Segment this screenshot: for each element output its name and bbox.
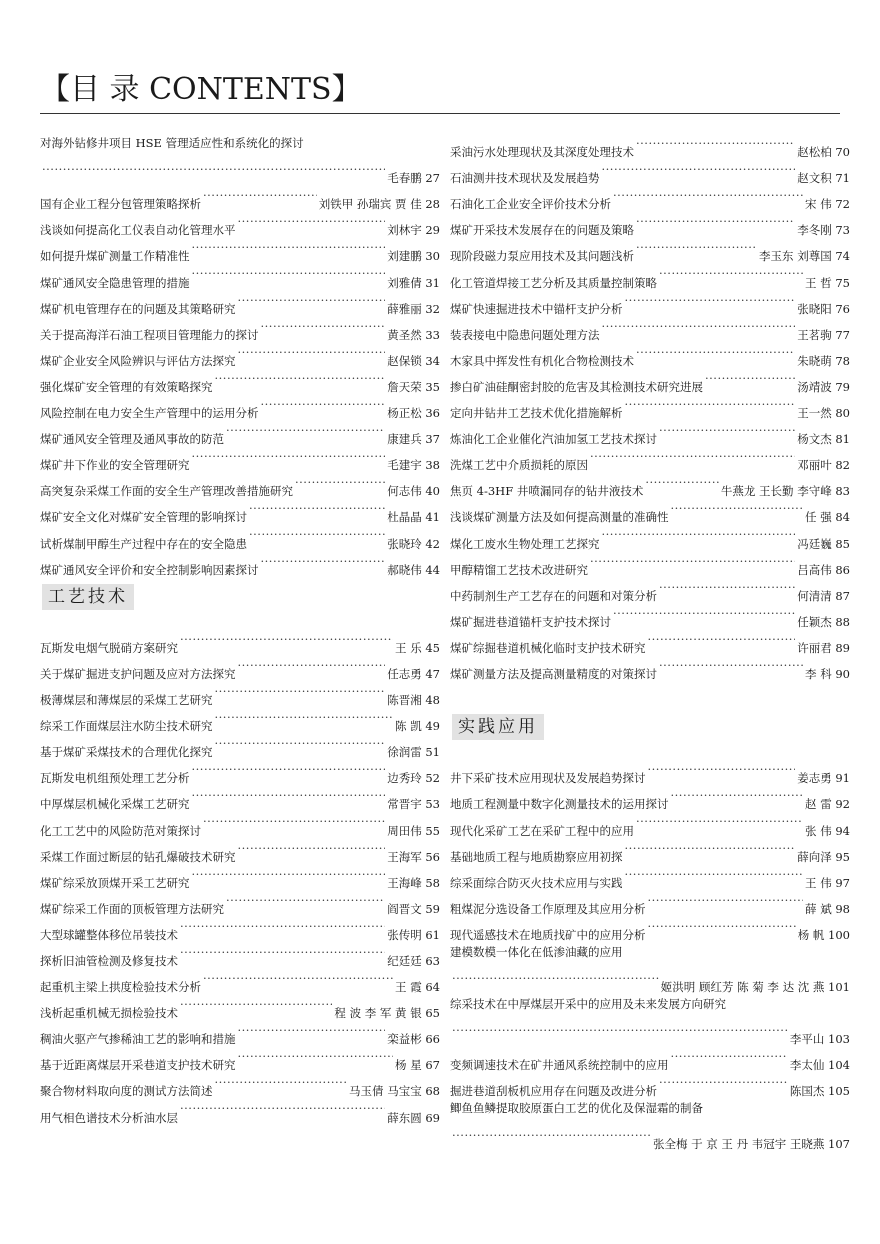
toc-entry-author-page: 何清清 87 [797, 588, 850, 603]
dot-leader [636, 208, 795, 234]
toc-entry-author-page: 任志勇 47 [387, 666, 440, 681]
contents-title: 【目 录 CONTENTS】 [40, 72, 362, 107]
toc-entry-title: 大型球罐整体移位吊装技术 [40, 927, 178, 942]
dot-leader [705, 365, 795, 391]
toc-entry-title: 综采工作面煤层注水防尘技术研究 [40, 719, 213, 734]
left-column [40, 130, 440, 1125]
toc-entry-title: 极薄煤层和薄煤层的采煤工艺研究 [40, 693, 213, 708]
toc-entry-title: 综采面综合防灭火技术应用与实践 [450, 875, 623, 890]
toc-entry-author-page: 姜志勇 91 [797, 771, 850, 786]
toc-entry-title: 用气相色谱技术分析油水层 [40, 1110, 178, 1125]
dot-leader [613, 182, 803, 208]
dot-leader [180, 1095, 385, 1121]
dot-leader [659, 652, 803, 678]
toc-entry-author-page: 王海峰 58 [387, 875, 440, 890]
toc-entry-author-page: 程 波 李 军 黄 银 65 [334, 1006, 440, 1021]
toc-entry-author-page: 陈 凯 49 [395, 719, 440, 734]
toc-entry-title: 现代遥感技术在地质找矿中的应用分析 [450, 927, 646, 942]
toc-entry-title: 炼油化工企业催化汽油加氢工艺技术探讨 [450, 432, 657, 447]
dot-leader [625, 287, 796, 313]
toc-entry-author-page: 王 霞 64 [395, 980, 440, 995]
dot-leader [203, 182, 317, 208]
dot-leader [602, 156, 796, 182]
toc-entry-author-page: 杨正松 36 [387, 406, 440, 421]
toc-entry[interactable] [450, 1095, 850, 1121]
toc-entry-author-page: 常晋宇 53 [387, 797, 440, 812]
toc-entry-author-page: 张晓阳 76 [797, 301, 850, 316]
toc-entry-author-page: 朱晓萌 78 [797, 353, 850, 368]
dot-leader [226, 417, 385, 443]
toc-entry-author-page: 张晓玲 42 [387, 536, 440, 551]
dot-leader [636, 808, 803, 834]
toc-entry-author-page: 李 科 90 [805, 666, 850, 681]
toc-entry-title: 现阶段磁力泵应用技术及其问题浅析 [450, 249, 634, 264]
toc-entry-author-page: 王海军 56 [387, 849, 440, 864]
toc-entry-author-page: 黄圣然 33 [387, 327, 440, 342]
dot-leader [452, 1122, 651, 1148]
toc-entry-title: 关于煤矿掘进支护问题及应对方法探究 [40, 666, 236, 681]
dot-leader [238, 208, 386, 234]
dot-leader [659, 574, 795, 600]
toc-entry-author-page: 马玉倩 马宝宝 68 [349, 1084, 440, 1099]
toc-entry-title: 木家具中挥发性有机化合物检测技术 [450, 353, 634, 368]
dot-leader [180, 626, 393, 652]
dot-leader [659, 1069, 788, 1095]
toc-entry[interactable] [40, 130, 440, 156]
toc-entry-author-page: 张 伟 94 [805, 823, 850, 838]
toc-entry-title: 煤矿快速掘进技术中锚杆支护分析 [450, 301, 623, 316]
toc-entry-title: 掘进巷道刮板机应用存在问题及改进分析 [450, 1084, 657, 1099]
toc-entry-title: 国有企业工程分包管理策略探析 [40, 197, 201, 212]
toc-entry-title: 煤矿井下作业的安全管理研究 [40, 458, 190, 473]
toc-entry-author-page: 赵保锁 34 [387, 353, 440, 368]
toc-entry-title: 化工工艺中的风险防范对策探讨 [40, 823, 201, 838]
toc-entry-title: 稠油火驱产气掺稀油工艺的影响和措施 [40, 1032, 236, 1047]
toc-entry-title: 地质工程测量中数字化测量技术的运用探讨 [450, 797, 669, 812]
toc-entry-author-page: 牛燕龙 王长勤 李守峰 83 [720, 484, 850, 499]
toc-entry-author-page: 阎晋文 59 [387, 901, 440, 916]
toc-entry-author-page: 王 乐 45 [395, 640, 440, 655]
toc-entry-title: 基于煤矿采煤技术的合理优化探究 [40, 745, 213, 760]
toc-entry-author-page: 冯廷巍 85 [797, 536, 850, 551]
toc-entry[interactable] [450, 991, 850, 1017]
dot-leader [180, 939, 385, 965]
toc-entry-title: 强化煤矿安全管理的有效策略探究 [40, 379, 213, 394]
dot-leader [648, 626, 796, 652]
dot-leader [42, 156, 385, 182]
dot-leader [648, 887, 804, 913]
dot-leader [180, 991, 332, 1017]
toc-entry-title: 粗煤泥分选设备工作原理及其应用分析 [450, 901, 646, 916]
toc-entry-title: 煤矿企业安全风险辨识与评估方法探究 [40, 353, 236, 368]
toc-entry-author-page: 王 伟 97 [805, 875, 850, 890]
toc-entry-author-page: 薛 斌 98 [805, 901, 850, 916]
toc-entry-title: 煤矿综掘巷道机械化临时支护技术研究 [450, 640, 646, 655]
dot-leader [625, 391, 796, 417]
toc-entry-title: 装表接电中隐患问题处理方法 [450, 327, 600, 342]
dot-leader [671, 1043, 788, 1069]
toc-entry-title: 洗煤工艺中介质损耗的原因 [450, 458, 588, 473]
toc-entry-author-page: 姬洪明 顾红芳 陈 菊 李 达 沈 燕 101 [660, 980, 850, 995]
toc-entry[interactable] [450, 1017, 850, 1047]
toc-entry-title: 建模数模一体化在低渗油藏的应用 [450, 944, 623, 959]
toc-entry-author-page: 王 哲 75 [805, 275, 850, 290]
dot-leader [215, 704, 394, 730]
toc-entry-title: 基于近距离煤层开采巷道支护技术研究 [40, 1058, 236, 1073]
dot-leader [602, 313, 796, 339]
toc-entry-title: 对海外钻修井项目 HSE 管理适应性和系统化的探讨 [40, 136, 304, 150]
toc-entry-title: 聚合物材料取向度的测试方法简述 [40, 1084, 213, 1099]
toc-entry-author-page: 杜晶晶 41 [387, 510, 440, 525]
dot-leader [648, 913, 796, 939]
toc-entry-author-page: 杨 帆 100 [797, 927, 850, 942]
dot-leader [590, 443, 795, 469]
toc-entry[interactable] [450, 939, 850, 965]
toc-entry-title: 采煤工作面过断层的钻孔爆破技术研究 [40, 849, 236, 864]
toc-entry-title: 焦页 4-3HF 井喷漏同存的钻井液技术 [450, 484, 644, 499]
toc-entry-author-page: 任颖杰 88 [797, 614, 850, 629]
toc-entry-title: 变频调速技术在矿井通风系统控制中的应用 [450, 1058, 669, 1073]
toc-entry-title: 浅谈如何提高化工仪表自动化管理水平 [40, 223, 236, 238]
dot-leader [203, 808, 385, 834]
dot-leader [636, 234, 757, 260]
toc-entry[interactable] [450, 1122, 850, 1151]
toc-entry-author-page: 赵松柏 70 [797, 145, 850, 160]
dot-leader [192, 861, 386, 887]
section-label: 实践应用 [452, 714, 544, 740]
dot-leader [203, 965, 393, 991]
toc-entry-title: 中厚煤层机械化采煤工艺研究 [40, 797, 190, 812]
toc-entry-author-page: 边秀玲 52 [387, 771, 440, 786]
dot-leader [238, 1043, 394, 1069]
toc-entry-title: 煤矿通风安全隐患管理的措施 [40, 275, 190, 290]
toc-entry-author-page: 刘林宇 29 [387, 223, 440, 238]
toc-entry-author-page: 毛建宇 38 [387, 458, 440, 473]
toc-entry-title: 甲醇精馏工艺技术改进研究 [450, 562, 588, 577]
section-heading [450, 704, 850, 756]
toc-entry-author-page: 徐润雷 51 [387, 745, 440, 760]
toc-entry-title: 煤矿开采技术发展存在的问题及策略 [450, 223, 634, 238]
toc-entry-author-page: 张全梅 于 京 王 丹 韦冠宇 王晓燕 107 [652, 1136, 850, 1151]
dot-leader [671, 782, 804, 808]
toc-entry-title: 试析煤制甲醇生产过程中存在的安全隐患 [40, 536, 247, 551]
dot-leader [261, 313, 386, 339]
dot-leader [636, 130, 795, 156]
dot-leader [238, 652, 386, 678]
dot-leader [238, 339, 386, 365]
toc-entry-author-page: 薛向泽 95 [797, 849, 850, 864]
toc-entry-author-page: 张传明 61 [387, 927, 440, 942]
toc-entry-title: 定向井钻井工艺技术优化措施解析 [450, 406, 623, 421]
dot-leader [249, 521, 385, 547]
dot-leader [261, 548, 386, 574]
toc-entry-author-page: 薛雅丽 32 [387, 301, 440, 316]
toc-entry-title: 煤化工废水生物处理工艺探究 [450, 536, 600, 551]
dot-leader [192, 756, 386, 782]
toc-entry-author-page: 郝晓伟 44 [387, 562, 440, 577]
dot-leader [645, 469, 719, 495]
dot-leader [261, 391, 386, 417]
toc-entry-author-page: 杨文杰 81 [797, 432, 850, 447]
dot-leader [625, 835, 796, 861]
dot-leader [452, 1017, 788, 1043]
dot-leader [226, 887, 385, 913]
section-heading [40, 574, 440, 626]
dot-leader [192, 260, 386, 286]
dot-leader [295, 469, 385, 495]
toc-entry-title: 煤矿通风安全评价和安全控制影响因素探讨 [40, 562, 259, 577]
dot-leader [238, 835, 386, 861]
toc-entry-author-page: 刘建鹏 30 [387, 249, 440, 264]
toc-entry-author-page: 何志伟 40 [387, 484, 440, 499]
toc-entry-author-page: 薛东圆 69 [387, 1110, 440, 1125]
toc-entry-author-page: 康建兵 37 [387, 432, 440, 447]
toc-entry-title: 高突复杂采煤工作面的安全生产管理改善措施研究 [40, 484, 293, 499]
toc-entry-author-page: 周田伟 55 [387, 823, 440, 838]
toc-entry-title: 瓦斯发电烟气脱硝方案研究 [40, 640, 178, 655]
toc-entry-author-page: 刘雅倩 31 [387, 275, 440, 290]
dot-leader [659, 260, 803, 286]
toc-entry-author-page: 任 强 84 [805, 510, 850, 525]
dot-leader [671, 495, 804, 521]
toc-entry-title: 煤矿测量方法及提高测量精度的对策探讨 [450, 666, 657, 681]
toc-entry-author-page: 赵文积 71 [797, 171, 850, 186]
dot-leader [613, 600, 795, 626]
right-column [450, 130, 850, 1151]
toc-entry-title: 基础地质工程与地质勘察应用初探 [450, 849, 623, 864]
dot-leader [238, 1017, 386, 1043]
toc-entry-title: 石油测井技术现状及发展趋势 [450, 171, 600, 186]
toc-entry-title: 瓦斯发电机组预处理工艺分析 [40, 771, 190, 786]
toc-entry-title: 浅谈煤矿测量方法及如何提高测量的准确性 [450, 510, 669, 525]
toc-entry-title: 掺白矿油硅酮密封胶的危害及其检测技术研究进展 [450, 379, 703, 394]
dot-leader [590, 548, 795, 574]
dot-leader [636, 339, 795, 365]
dot-leader [192, 443, 386, 469]
section-label: 工艺技术 [42, 584, 134, 610]
toc-entry-title: 石油化工企业安全评价技术分析 [450, 197, 611, 212]
toc-entry-title: 鲫鱼鱼鳞提取胶原蛋白工艺的优化及保湿霜的制备 [450, 1101, 703, 1116]
toc-entry-title: 煤矿通风安全管理及通风事故的防范 [40, 432, 224, 447]
dot-leader [192, 234, 386, 260]
dot-leader [249, 495, 385, 521]
toc-entry[interactable] [450, 965, 850, 995]
toc-entry-author-page: 詹天荣 35 [387, 379, 440, 394]
toc-entry[interactable] [450, 130, 850, 160]
dot-leader [215, 365, 386, 391]
toc-entry-title: 采油污水处理现状及其深度处理技术 [450, 145, 634, 160]
toc-entry-title: 起重机主梁上拱度检验技术分析 [40, 980, 201, 995]
toc-entry[interactable] [40, 182, 440, 212]
toc-entry-title: 煤矿综采工作面的顶板管理方法研究 [40, 901, 224, 916]
toc-entry-author-page: 许丽君 89 [797, 640, 850, 655]
toc-entry-title: 煤矿安全文化对煤矿安全管理的影响探讨 [40, 510, 247, 525]
toc-entry-title: 煤矿掘进巷道锚杆支护技术探讨 [450, 614, 611, 629]
dot-leader [238, 287, 386, 313]
toc-entry[interactable] [450, 756, 850, 786]
toc-entry-title: 煤矿机电管理存在的问题及其策略研究 [40, 301, 236, 316]
toc-entry-title: 综采技术在中厚煤层开采中的应用及未来发展方向研究 [450, 997, 726, 1012]
toc-entry-author-page: 邓丽叶 82 [797, 458, 850, 473]
dot-leader [215, 678, 386, 704]
dot-leader [192, 782, 386, 808]
toc-entry-author-page: 毛春鹏 27 [387, 171, 440, 186]
toc-entry-title: 中药制剂生产工艺存在的问题和对策分析 [450, 588, 657, 603]
toc-entry-title: 浅析起重机械无损检验技术 [40, 1006, 178, 1021]
toc-entry-author-page: 李太仙 104 [789, 1058, 850, 1073]
toc-entry-title: 现代化采矿工艺在采矿工程中的应用 [450, 823, 634, 838]
dot-leader [625, 861, 804, 887]
toc-entry-title: 风险控制在电力安全生产管理中的运用分析 [40, 406, 259, 421]
toc-entry-author-page: 王一然 80 [797, 406, 850, 421]
toc-entry-author-page: 陈晋湘 48 [387, 693, 440, 708]
toc-entry-author-page: 赵 雷 92 [805, 797, 850, 812]
dot-leader [602, 521, 796, 547]
toc-entry-author-page: 刘铁甲 孙瑞宾 贾 佳 28 [318, 197, 440, 212]
header-divider [40, 113, 840, 114]
toc-entry[interactable] [40, 156, 440, 186]
toc-entry-author-page: 汤靖波 79 [797, 379, 850, 394]
toc-entry-author-page: 纪廷廷 63 [387, 954, 440, 968]
contents-header [40, 70, 840, 114]
toc-entry-title: 如何提升煤矿测量工作精准性 [40, 249, 190, 264]
toc-entry-author-page: 李平山 103 [789, 1032, 850, 1047]
toc-entry-title: 探析旧油管检测及修复技术 [40, 954, 178, 968]
dot-leader [648, 756, 796, 782]
toc-entry-title: 煤矿综采放顶煤开采工艺研究 [40, 875, 190, 890]
dot-leader [180, 913, 385, 939]
toc-entry-author-page: 李玉东 刘尊国 74 [759, 249, 850, 264]
dot-leader [659, 417, 795, 443]
toc-entry-author-page: 宋 伟 72 [805, 197, 850, 212]
toc-entry-author-page: 陈国杰 105 [789, 1084, 850, 1099]
toc-entry-title: 井下采矿技术应用现状及发展趋势探讨 [450, 771, 646, 786]
dot-leader [452, 965, 659, 991]
toc-entry-author-page: 杨 星 67 [395, 1058, 440, 1073]
toc-entry-title: 关于提高海洋石油工程项目管理能力的探讨 [40, 327, 259, 342]
dot-leader [215, 730, 386, 756]
toc-entry-title: 化工管道焊接工艺分析及其质量控制策略 [450, 275, 657, 290]
dot-leader [215, 1069, 348, 1095]
toc-entry-author-page: 王茗驹 77 [797, 327, 850, 342]
toc-entry-author-page: 李冬刚 73 [797, 223, 850, 238]
toc-entry-author-page: 栾益彬 66 [387, 1032, 440, 1047]
toc-entry-author-page: 吕高伟 86 [797, 562, 850, 577]
toc-entry[interactable] [40, 626, 440, 655]
